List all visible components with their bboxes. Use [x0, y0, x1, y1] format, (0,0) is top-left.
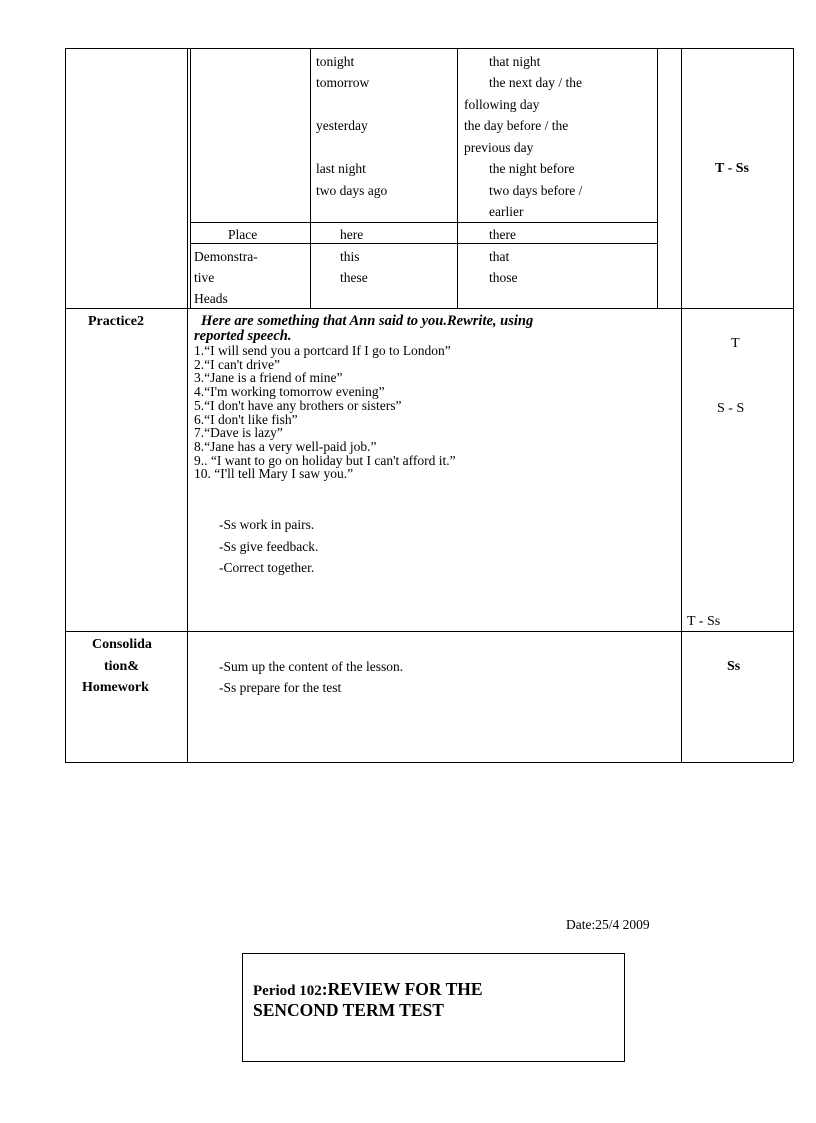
practice2-instruction-1: Here are something that Ann said to you.Rewrite, using — [201, 313, 534, 329]
period-number: Period 102 — [253, 983, 322, 999]
demonstrative-direct-these: these — [340, 270, 368, 285]
practice2-interaction-s-s: S - S — [717, 401, 745, 416]
time-reported-two-days-before: two days before / — [489, 183, 583, 198]
place-direct: here — [340, 227, 364, 242]
time-direct-last-night: last night — [316, 161, 366, 176]
place-label: Place — [228, 227, 258, 242]
time-reported-night-before: the night before — [489, 161, 575, 176]
practice2-step-2: -Ss give feedback. — [219, 539, 319, 554]
practice2-interaction-t: T — [731, 336, 740, 351]
demonstrative-label-2: tive — [194, 270, 215, 285]
practice2-interaction-t-ss: T - Ss — [687, 614, 721, 629]
sentence-6: 6.“I don't like fish” — [194, 411, 298, 427]
sentence-5: 5.“I don't have any brothers or sisters” — [194, 397, 402, 413]
sentence-1: 1.“I will send you a portcard If I go to London” — [194, 343, 451, 358]
time-reported-next-day: the next day / the — [489, 75, 582, 90]
table-right-border — [793, 48, 794, 762]
consolidation-stage-1: Consolida — [92, 637, 152, 652]
sentence-9: 9.. “I want to go on holiday but I can't afford it.” — [194, 452, 456, 468]
row-divider-2 — [65, 631, 793, 632]
demonstrative-label-3: Heads — [194, 291, 228, 306]
practice2-step-1: -Ss work in pairs. — [219, 517, 315, 532]
place-reported: there — [489, 227, 516, 242]
period-title-part-1: :REVIEW FOR THE — [321, 979, 483, 999]
row1-interaction: T - Ss — [715, 161, 749, 176]
consolidation-interaction: Ss — [727, 659, 741, 674]
stage-column-divider-inner — [190, 48, 191, 308]
sentence-3: 3.“Jane is a friend of mine” — [194, 370, 343, 386]
consolidation-stage-3: Homework — [82, 680, 149, 695]
inner-row-line-1 — [190, 222, 657, 223]
consolidation-stage-2: tion& — [104, 659, 139, 674]
time-reported-that-night: that night — [489, 54, 541, 69]
demonstrative-label-1: Demonstra- — [194, 249, 258, 264]
table-top-border — [65, 48, 793, 49]
time-reported-previous-day: previous day — [464, 140, 534, 155]
stage-column-divider — [187, 48, 188, 762]
period-title-line-2: SENCOND TERM TEST — [253, 1000, 444, 1020]
time-direct-yesterday: yesterday — [316, 118, 368, 133]
consolidation-step-2: -Ss prepare for the test — [219, 680, 342, 695]
sentence-7: 7.“Dave is lazy” — [194, 425, 283, 441]
table-bottom-border — [65, 762, 793, 763]
time-reported-following-day: following day — [464, 97, 540, 112]
interaction-column-divider — [681, 48, 682, 762]
consolidation-step-1: -Sum up the content of the lesson. — [219, 659, 404, 674]
time-reported-earlier: earlier — [489, 204, 524, 219]
demonstrative-direct-this: this — [340, 249, 360, 264]
table-left-border — [65, 48, 66, 762]
period-title-line-1 — [253, 980, 483, 1001]
inner-row-line-2 — [190, 243, 657, 244]
time-direct-tonight: tonight — [316, 54, 355, 69]
time-direct-two-days-ago: two days ago — [316, 183, 388, 198]
demonstrative-reported-those: those — [489, 270, 518, 285]
practice2-stage: Practice2 — [88, 314, 144, 329]
inner-col-1 — [310, 48, 311, 308]
time-reported-day-before: the day before / the — [464, 118, 569, 133]
sentence-8: 8.“Jane has a very well-paid job.” — [194, 438, 377, 454]
practice2-sentences — [194, 344, 456, 481]
period-title-box — [242, 953, 625, 1062]
practice2-instruction-2: reported speech. — [194, 328, 292, 344]
inner-col-2 — [457, 48, 458, 308]
demonstrative-reported-that: that — [489, 249, 510, 264]
lesson-date: Date:25/4 2009 — [566, 917, 650, 932]
inner-col-3 — [657, 48, 658, 308]
row-divider-1 — [65, 308, 793, 309]
period-title — [253, 980, 483, 1020]
sentence-10: 10. “I'll tell Mary I saw you.” — [194, 466, 354, 482]
time-direct-tomorrow: tomorrow — [316, 75, 370, 90]
practice2-step-3: -Correct together. — [219, 560, 315, 575]
sentence-2: 2.“I can't drive” — [194, 356, 281, 372]
sentence-4: 4.“I'm working tomorrow evening” — [194, 384, 385, 400]
